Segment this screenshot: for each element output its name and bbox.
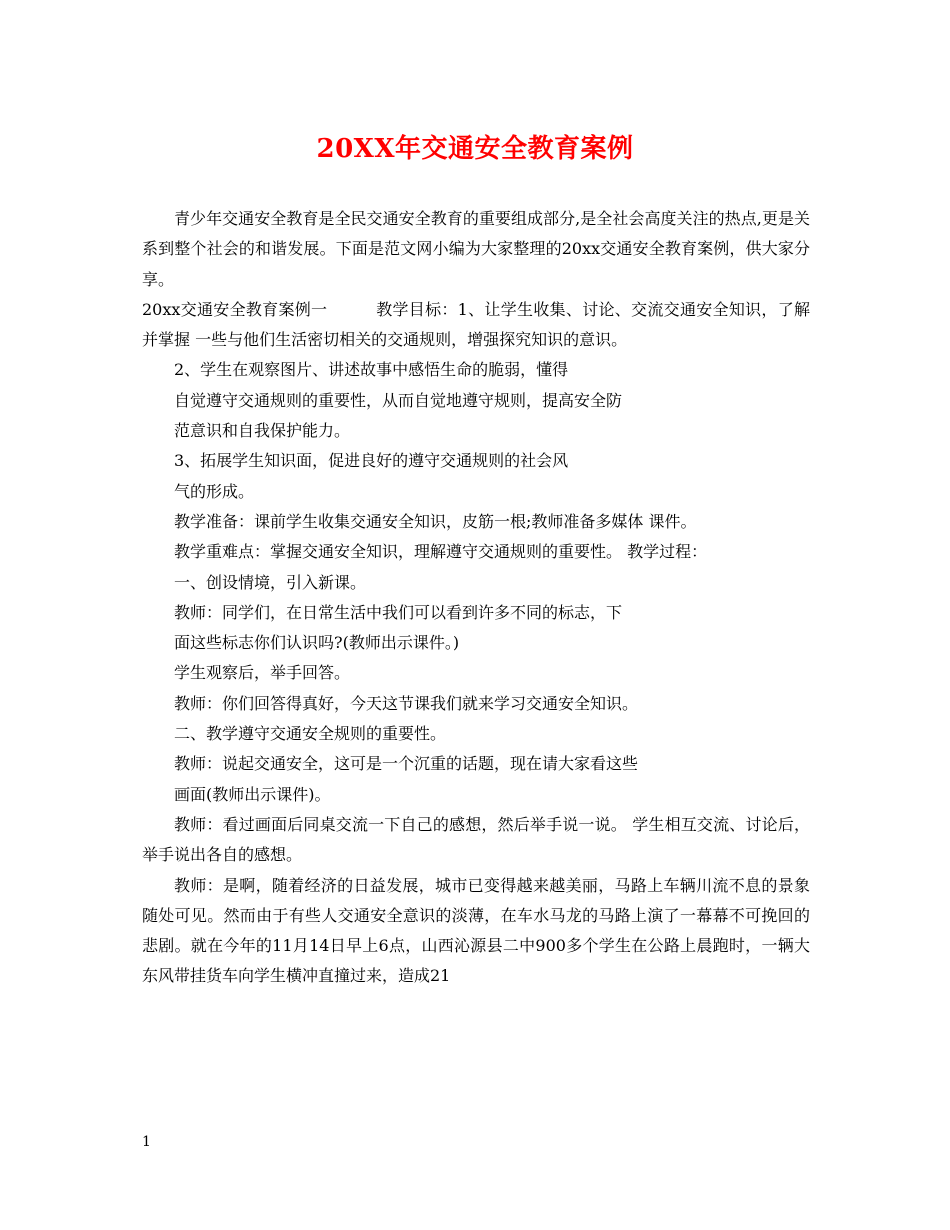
document-body xyxy=(142,204,810,992)
paragraph: 教师：你们回答得真好，今天这节课我们就来学习交通安全知识。 xyxy=(174,693,639,713)
paragraph: 教师：看过画面后同桌交流一下自己的感想，然后举手说一说。 学生相互交流、讨论后，举手说出各自的感想。 xyxy=(142,814,810,865)
paragraph: 青少年交通安全教育是全民交通安全教育的重要组成部分,是全社会高度关注的热点,更是关系到整个社会的和谐发展。下面是范文网小编为大家整理的20xx交通安全教育案例，供大家分享。 xyxy=(142,209,810,289)
paragraph: 教师：同学们，在日常生活中我们可以看到许多不同的标志，下 xyxy=(174,602,623,622)
document-title: 20XX年交通安全教育案例 xyxy=(316,134,634,164)
paragraph: 面这些标志你们认识吗?(教师出示课件。) xyxy=(174,633,460,653)
paragraph: 气的形成。 xyxy=(174,481,255,501)
paragraph: 画面(教师出示课件)。 xyxy=(174,784,331,804)
paragraph: 3、拓展学生知识面，促进良好的遵守交通规则的社会风 xyxy=(174,451,569,471)
paragraph: 教学重难点：掌握交通安全知识，理解遵守交通规则的重要性。 教学过程： xyxy=(174,542,708,562)
paragraph: 2、学生在观察图片、讲述故事中感悟生命的脆弱，懂得 xyxy=(174,360,569,380)
paragraph: 自觉遵守交通规则的重要性，从而自觉地遵守规则，提高安全防 xyxy=(174,390,623,410)
paragraph: 教师：是啊，随着经济的日益发展，城市已变得越来越美丽，马路上车辆川流不息的景象随处可见。然而由于有些人交通安全意识的淡薄，在车水马龙的马路上演了一幕幕不可挽回的悲剧。就在今年的11月14日早上6点，山西沁源县二中900多个学生在公路上晨跑时，一辆大东风带挂货车向学生横冲直撞过来，造成21 xyxy=(142,875,810,986)
paragraph: 范意识和自我保护能力。 xyxy=(174,421,351,441)
paragraph: 学生观察后，举手回答。 xyxy=(174,663,351,683)
paragraph: 一、创设情境，引入新课。 xyxy=(174,572,367,592)
paragraph: 教学准备：课前学生收集交通安全知识，皮筋一根;教师准备多媒体 课件。 xyxy=(174,511,697,531)
paragraph: 20xx交通安全教育案例一 教学目标：1、让学生收集、讨论、交流交通安全知识，了解并掌握 一些与他们生活密切相关的交通规则，增强探究知识的意识。 xyxy=(142,299,810,350)
paragraph: 二、教学遵守交通安全规则的重要性。 xyxy=(174,724,447,744)
paragraph: 教师：说起交通安全，这可是一个沉重的话题，现在请大家看这些 xyxy=(174,754,639,774)
page-number: 1 xyxy=(142,1134,151,1150)
